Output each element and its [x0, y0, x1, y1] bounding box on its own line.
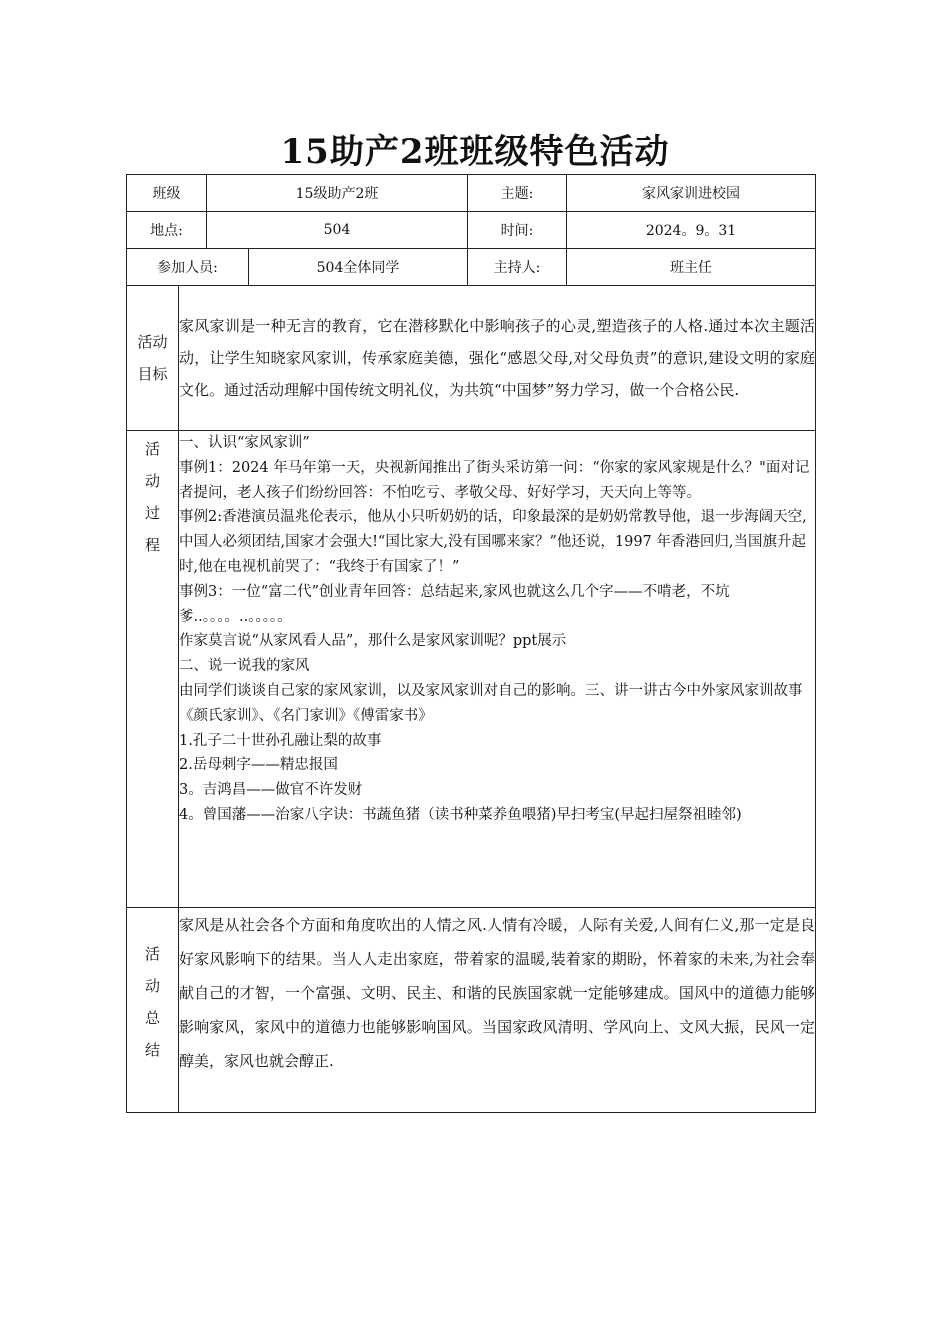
goal-row [127, 286, 816, 431]
goal-text: 家风家训是一种无言的教育，它在潜移默化中影响孩子的心灵,塑造孩子的人格.通过本次主题活动，让学生知晓家风家训，传承家庭美德，强化“感恩父母,对父母负责”的意识,建设文明的家庭文化。通过活动理解中国传统文明礼仪，为共筑“中国梦”努力学习，做一个合格公民. [179, 286, 816, 431]
process-line: 二、说一说我的家风 [179, 658, 310, 675]
process-content [179, 431, 816, 908]
theme-label: 主题: [468, 175, 567, 212]
place-row [127, 212, 816, 249]
place-label: 地点: [127, 212, 207, 249]
summary-label: 活 动 总 结 [127, 908, 179, 1113]
process-line: 事例2:香港演员温兆伦表示，他从小只听奶奶的话，印象最深的是奶奶常教导他，退一步海阔天空,中国人必须团结,国家才会强大!“国比家大,没有国哪来家？”他还说，1997 年香港回归,当国旗升起时,他在电视机前哭了：“我终于有国家了！” [179, 509, 807, 575]
process-line: 《颜氏家训》、《名门家训》《傅雷家书》 [179, 707, 433, 724]
goal-label: 活动 目标 [127, 286, 179, 431]
host-label: 主持人: [468, 249, 567, 286]
process-line: 一、认识“家风家训” [179, 435, 310, 451]
document-title: 15助产2班班级特色活动 [280, 132, 670, 172]
class-value: 15级助产2班 [207, 175, 468, 212]
activity-form-table [126, 174, 816, 1113]
process-line: 事例1：2024 年马年第一天，央视新闻推出了街头采访第一问：“你家的家风家规是什么？"面对记者提问，老人孩子们纷纷回答：不怕吃亏、孝敬父母、好好学习，天天向上等等。 [179, 459, 810, 501]
process-line: 3。吉鸿昌——做官不许发财 [179, 782, 363, 799]
process-line: 1.孔子二十世孙孔融让梨的故事 [179, 732, 382, 749]
summary-text: 家风是从社会各个方面和角度吹出的人情之风.人情有冷暖，人际有关爱,人间有仁义,那一定是良好家风影响下的结果。当人人走出家庭，带着家的温暖,装着家的期盼，怀着家的未来,为社会奉献自己的才智，一个富强、文明、民主、和谐的民族国家就一定能够建成。国风中的道德力能够影响家风，家风中的道德力也能够影响国风。当国家政风清明、学风向上、文风大振，民风一定醇美，家风也就会醇正. [179, 908, 816, 1113]
process-line: 作家莫言说“从家风看人品”，那什么是家风家训呢？ppt展示 [179, 633, 567, 650]
participants-label: 参加人员: [127, 249, 249, 286]
class-label: 班级 [127, 175, 207, 212]
process-row [127, 431, 816, 908]
class-row [127, 175, 816, 212]
place-value: 504 [207, 212, 468, 249]
process-line: 4。曾国藩——治家八字诀：书蔬鱼猪（读书种菜养鱼喂猪)早扫考宝(早起扫屋祭祖睦邻) [179, 806, 742, 823]
time-label: 时间: [468, 212, 567, 249]
theme-value: 家风家训进校园 [567, 175, 816, 212]
host-value: 班主任 [567, 249, 816, 286]
participants-row [127, 249, 816, 286]
process-line: 2.岳母刺字——精忠报国 [179, 757, 338, 774]
summary-row [127, 908, 816, 1113]
process-line: 由同学们谈谈自己家的家风家训，以及家风家训对自己的影响。三、讲一讲古今中外家风家训故事 [179, 682, 803, 699]
process-label: 活 动 过 程 [127, 431, 179, 908]
participants-value: 504全体同学 [249, 249, 468, 286]
process-line: 事例3：一位“富二代”创业青年回答：总结起来,家风也就这么几个字——不啃老，不坑爹..。。。。..。。。。。 [179, 583, 730, 625]
time-value: 2024。9。31 [567, 212, 816, 249]
